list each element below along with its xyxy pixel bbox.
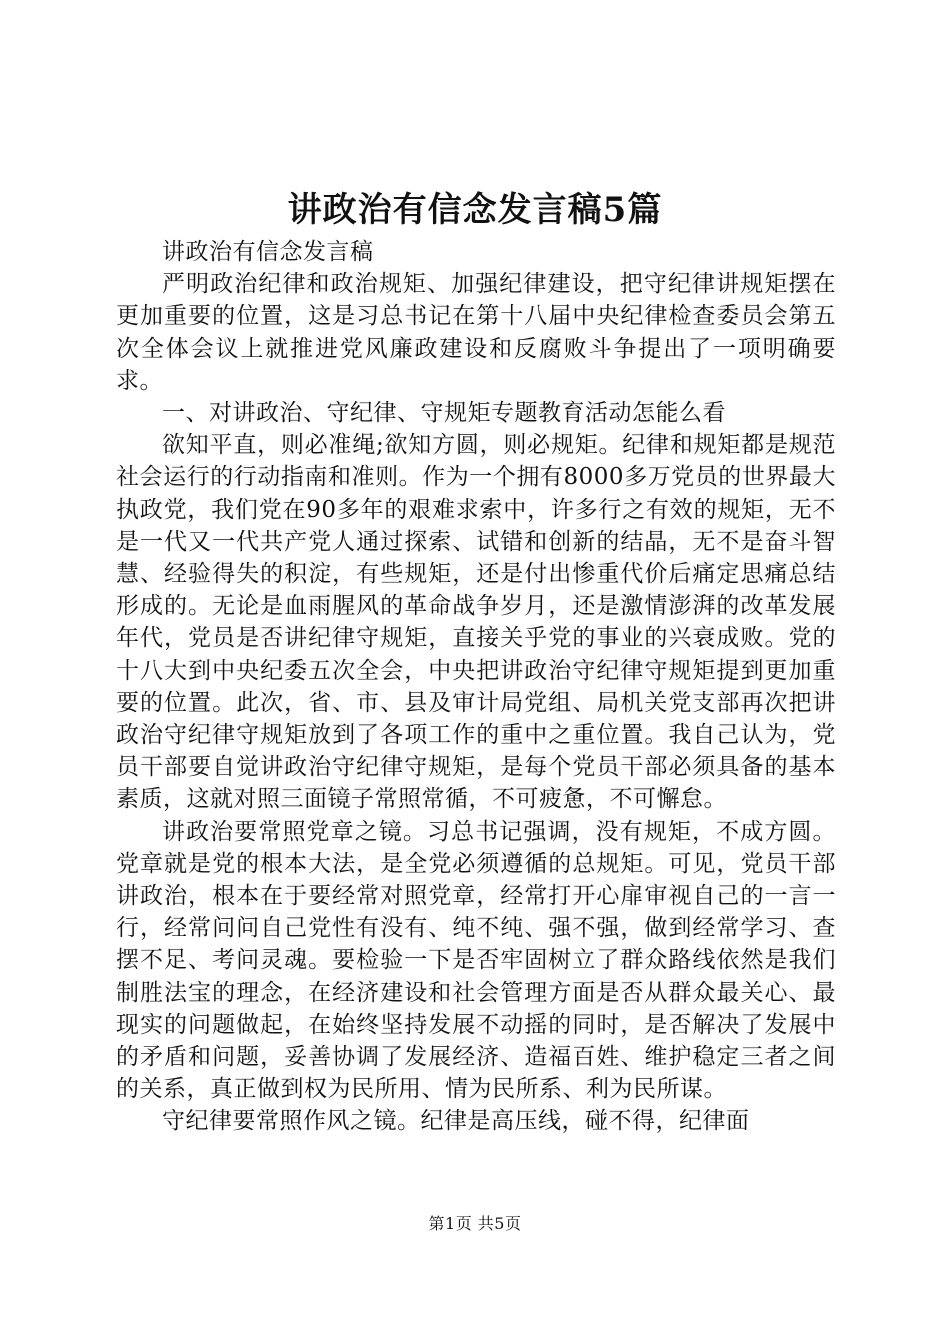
paragraph: 欲知平直，则必准绳;欲知方圆，则必规矩。纪律和规矩都是规范社会运行的行动指南和准则。作为一个拥有8000多万党员的世界最大执政党，我们党在90多年的艰难求索中，许多行之有效的规矩，无不是一代又一代共产党人通过探索、试错和创新的结晶，无不是奋斗智慧、经验得失的积淀，有些规矩，还是付出惨重代价后痛定思痛总结形成的。无论是血雨腥风的革命战争岁月，还是激情澎湃的改革发展年代，党员是否讲纪律守规矩，直接关乎党的事业的兴衰成败。党的十八大到中央纪委五次全会，中央把讲政治守纪律守规矩提到更加重要的位置。此次，省、市、县及审计局党组、局机关党支部再次把讲政治守纪律守规矩放到了各项工作的重中之重位置。我自己认为，党员干部要自觉讲政治守纪律守规矩，是每个党员干部必须具备的基本素质，这就对照三面镜子常照常循，不可疲惫，不可懈怠。 (116, 432, 836, 813)
paragraph: 严明政治纪律和政治规矩、加强纪律建设，把守纪律讲规矩摆在更加重要的位置，这是习总书记在第十八届中央纪律检查委员会第五次全体会议上就推进党风廉政建设和反腐败斗争提出了一项明确要求。 (116, 271, 836, 394)
paragraph-heading: 讲政治有信念发言稿 (162, 239, 374, 265)
page-number-footer: 第1页 共5页 (428, 1214, 522, 1233)
section-heading: 一、对讲政治、守纪律、守规矩专题教育活动怎能么看 (162, 400, 726, 427)
document-title: 讲政治有信念发言稿5篇 (287, 190, 663, 230)
paragraph: 讲政治要常照党章之镜。习总书记强调，没有规矩，不成方圆。党章就是党的根本大法，是全党必须遵循的总规矩。可见，党员干部讲政治，根本在于要经常对照党章，经常打开心扉审视自己的一言一行，经常问问自己党性有没有、纯不纯、强不强，做到经常学习、查摆不足、考问灵魂。要检验一下是否牢固树立了群众路线依然是我们制胜法宝的理念，在经济建设和社会管理方面是否从群众最关心、最现实的问题做起，在始终坚持发展不动摇的同时，是否解决了发展中的矛盾和问题，妥善协调了发展经济、造福百姓、维护稳定三者之间的关系，真正做到权为民所用、情为民所系、利为民所谋。 (116, 818, 836, 1103)
document-body (116, 236, 836, 1138)
paragraph: 守纪律要常照作风之镜。纪律是高压线，碰不得，纪律面 (162, 1108, 750, 1135)
